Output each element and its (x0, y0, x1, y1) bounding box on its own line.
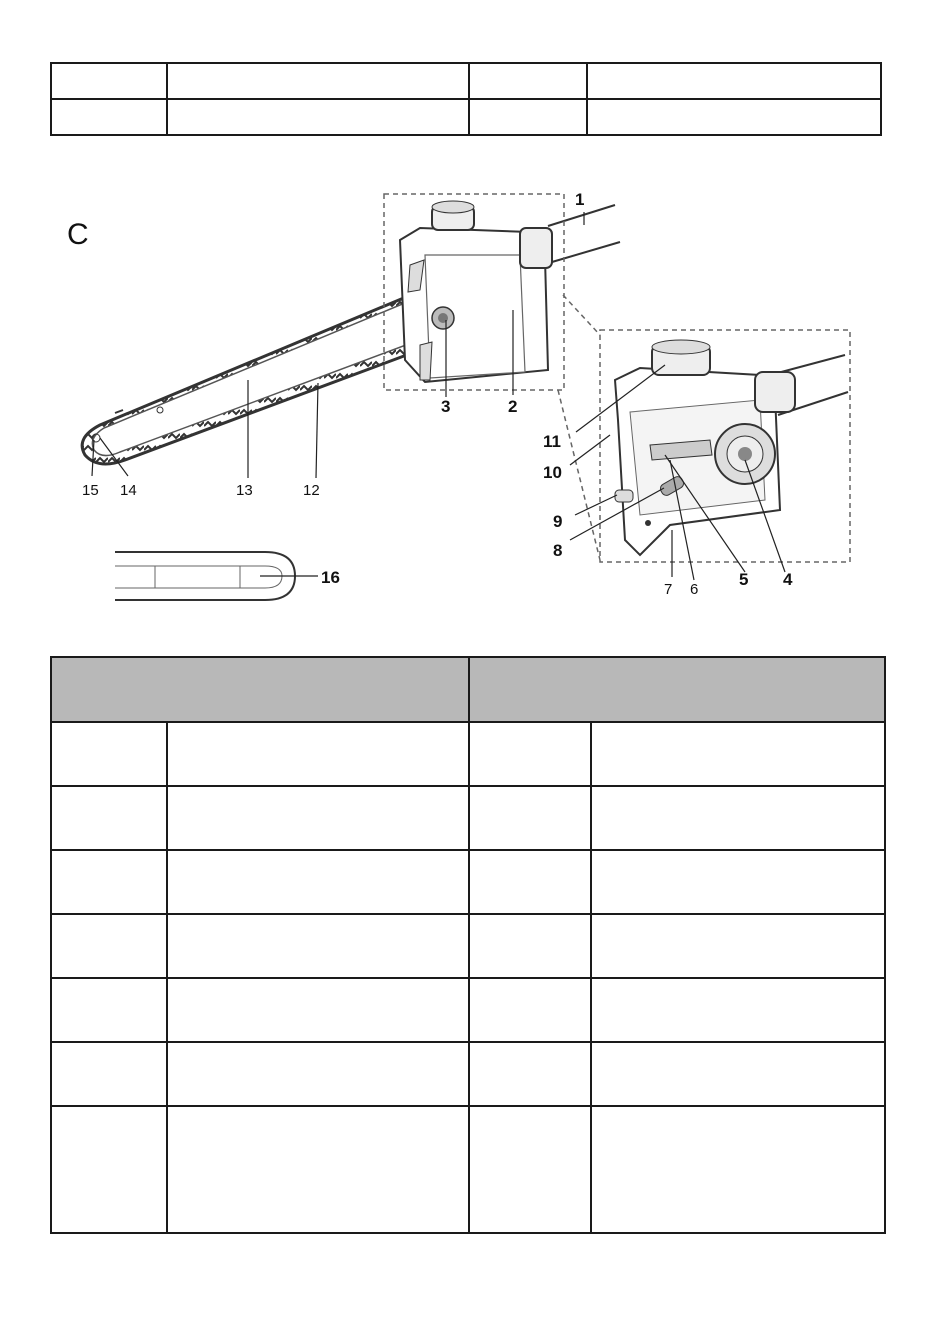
callout-9: 9 (553, 512, 563, 531)
parts-table (50, 656, 886, 1234)
table-row (51, 722, 885, 786)
table-header-row (51, 657, 885, 722)
guide-bar (82, 292, 420, 464)
callout-3: 3 (441, 397, 451, 416)
callout-11: 11 (543, 432, 561, 451)
gear-housing (400, 201, 620, 382)
table-row (51, 99, 881, 135)
table-row (51, 1106, 885, 1233)
pole-saw-illustration (0, 150, 933, 610)
callout-1: 1 (575, 190, 585, 209)
table-row (51, 1042, 885, 1106)
table-row (51, 978, 885, 1042)
table-row (51, 850, 885, 914)
callout-8: 8 (553, 541, 563, 560)
callout-4: 4 (783, 570, 793, 589)
callout-2: 2 (508, 397, 518, 416)
figure-letter: C (67, 218, 89, 251)
table-row (51, 914, 885, 978)
callout-6: 6 (690, 581, 699, 598)
callout-15: 15 (82, 482, 99, 499)
callout-14: 14 (120, 482, 137, 499)
callout-13: 13 (236, 482, 253, 499)
callout-5: 5 (739, 570, 749, 589)
callout-7: 7 (664, 581, 673, 598)
gear-housing-detail (600, 330, 850, 562)
table-header-left (51, 657, 469, 722)
callout-12: 12 (303, 482, 320, 499)
table-header-right (469, 657, 885, 722)
table-row (51, 786, 885, 850)
top-table (50, 62, 882, 136)
callout-16: 16 (321, 568, 340, 587)
table-row (51, 63, 881, 99)
callout-10: 10 (543, 463, 562, 482)
